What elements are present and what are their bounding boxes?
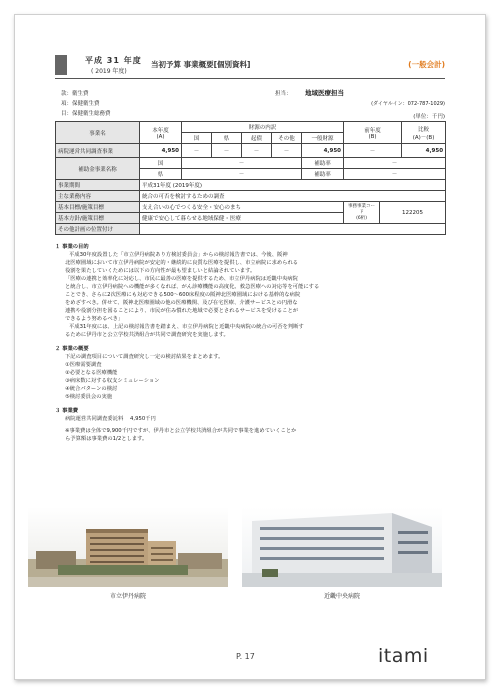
paragraph-line: るために伊丹市と公立学校共済組合が共同で調査研究を実施します。 xyxy=(65,332,229,338)
section-cost xyxy=(55,407,445,443)
other-value xyxy=(140,224,446,235)
list-item: ②必要となる医療機能 xyxy=(65,370,118,376)
paragraph-line: 平成30年度設置した「市立伊丹病院あり方検討委員会」からの検討報告書では、今後、阪神 xyxy=(69,252,288,258)
row-hikaku: 4,950 xyxy=(402,144,446,158)
paragraph-line: と統合し、市立伊丹病院への機能が多くなれば、がん診療機能の高度化、救急医療への対応等を可能にする xyxy=(65,284,320,290)
note-line: ※事業費は全体で9,900千円ですが、伊丹市と公立学校共済組合が共同で事業を進めていくことか xyxy=(65,428,297,434)
tantou-value: 地域医療担当 xyxy=(305,89,344,97)
paragraph-line: 下記の調査項目について調査研究し一定の検討結果をまとめます。 xyxy=(65,354,224,360)
section-title: ３ 事業費 xyxy=(55,408,79,414)
period-value: 平成31年度 (2019年度) xyxy=(140,180,446,191)
paragraph-line: をめざすべき。併せて、阪神北医療圏域の他の医療機関、及び在宅医療、介護サービスとの円滑な xyxy=(65,300,298,306)
hojo-ken-value: － xyxy=(182,169,302,180)
h-ken: 県 xyxy=(212,133,242,144)
row-honendo: 4,950 xyxy=(140,144,182,158)
other-label: その他計画の位置付け xyxy=(56,224,140,235)
hojo-kuni-value: － xyxy=(182,158,302,169)
photo-caption-itami: 市立伊丹病院 xyxy=(109,593,146,600)
account-type: (一般会計) xyxy=(408,60,445,69)
cost-line: 病院運営共同調査委託料 4,950千円 xyxy=(65,416,156,422)
h-sonota: その他 xyxy=(272,133,302,144)
tantou-label: 担当： xyxy=(275,91,292,97)
page-number: P. 17 xyxy=(236,652,255,661)
basic1-value: 支え合いの心でつくる安全・安心のまち xyxy=(140,202,344,213)
body-text xyxy=(55,243,445,443)
list-item: ④統合パターンの検討 xyxy=(65,386,118,392)
h-honendo: 本年度 (A) xyxy=(140,122,182,144)
paragraph-line: 平成31年度には、上記の検討報告書を踏まえ、市立伊丹病院と近畿中央病院の統合の可否を判断す xyxy=(69,324,304,330)
hojo-rate-ken-label: 補助率 xyxy=(302,169,344,180)
basic2-label: 基本方針/施策目標 xyxy=(56,213,140,224)
dial-in: (ダイヤルイン：072-787-1029) xyxy=(371,101,445,107)
document-title: 当初予算 事業概要[個別資料] xyxy=(151,60,251,69)
row-zennendo: － xyxy=(344,144,402,158)
paragraph-line: できるよう努めるべき」 xyxy=(65,316,124,322)
content-label: 主な業務内容 xyxy=(56,191,140,202)
hojo-rate-kuni: － xyxy=(344,158,446,169)
note-line: ら予算額は事業費の1/2とします。 xyxy=(65,436,148,442)
code-label: 事務事業コード (6桁) xyxy=(344,202,380,224)
kou-label: 項：保健衛生費 xyxy=(61,101,100,107)
section-purpose xyxy=(55,243,445,339)
row-ippan: 4,950 xyxy=(302,144,344,158)
content-value: 統合の可否を検討するための調査 xyxy=(140,191,446,202)
paragraph-line: 役割を果たしていくためには以下の方向性が最も望ましいと結論されています。 xyxy=(65,268,256,274)
moku-label: 目：保健衛生総務費 xyxy=(61,111,111,117)
h-zaigen: 財源の内訳 xyxy=(182,122,344,133)
h-ippan: 一般財源 xyxy=(302,133,344,144)
itami-logo: itami xyxy=(378,645,429,667)
period-label: 事業期間 xyxy=(56,180,140,191)
paragraph-line: ことでき、さらに2次医療にも対応できる500～600床程度の阪神北医療圏域における基幹的な病院 xyxy=(65,292,301,298)
row-kisai: － xyxy=(242,144,272,158)
h-zennendo: 前年度 (B) xyxy=(344,122,402,144)
h-kuni: 国 xyxy=(182,133,212,144)
row-kuni: － xyxy=(182,144,212,158)
hojo-rate-kuni-label: 補助率 xyxy=(302,158,344,169)
h-kisai: 起債 xyxy=(242,133,272,144)
row-sonota: － xyxy=(272,144,302,158)
budget-table xyxy=(55,121,446,235)
page-content xyxy=(55,53,445,443)
itami-hospital-photo xyxy=(28,507,228,587)
paragraph-line: 「医療の連携と効率化に対応し、市民に最善の医療を提供するため、市立伊丹病院は近畿中央病院 xyxy=(65,276,298,282)
section-overview xyxy=(55,345,445,401)
h-jigyo: 事業名 xyxy=(56,122,140,144)
hojo-ken: 県 xyxy=(140,169,182,180)
hojo-rate-ken: － xyxy=(344,169,446,180)
hojo-kuni: 国 xyxy=(140,158,182,169)
fiscal-year: 平成 31 年度 xyxy=(85,56,142,65)
paragraph-line: 北医療圏域において市立伊丹病院が安定的・継続的に良質な医療を提供し、市立病院に求められる xyxy=(65,260,299,266)
basic1-label: 基本目標/施策目標 xyxy=(56,202,140,213)
section-title: １ 事業の目的 xyxy=(55,244,89,250)
photo-caption-kinki: 近畿中央病院 xyxy=(323,593,360,600)
basic2-value: 健康で安心して暮らせる地域保健・医療 xyxy=(140,213,344,224)
paragraph-line: 連携や役割分担を図ることにより、市民が住み慣れた地域で必要とされるサービスを受けることが xyxy=(65,308,299,314)
unit-label: (単位：千円) xyxy=(413,114,445,120)
row-ken: － xyxy=(212,144,242,158)
hojo-label: 補助金事業名称 xyxy=(56,158,140,180)
list-item: ⑤検討委員会の実施 xyxy=(65,394,113,400)
photo-area xyxy=(28,507,442,600)
budget-info xyxy=(55,79,445,121)
row-jigyo-name: 病院運営共同調査事業 xyxy=(56,144,140,158)
h-hikaku: 比較 (A)－(B) xyxy=(402,122,446,144)
code-value: 122205 xyxy=(380,202,446,224)
kan-label: 款：衛生費 xyxy=(61,91,89,97)
list-item: ①医療需要調査 xyxy=(65,362,102,368)
fiscal-year-western: ( 2019 年度) xyxy=(91,68,127,75)
section-title: ２ 事業の概要 xyxy=(55,346,89,352)
kinki-chuo-hospital-photo xyxy=(242,507,442,587)
list-item: ③病床数に対する収支シミュレーション xyxy=(65,378,160,384)
document-header xyxy=(55,53,445,79)
header-block xyxy=(55,55,67,75)
